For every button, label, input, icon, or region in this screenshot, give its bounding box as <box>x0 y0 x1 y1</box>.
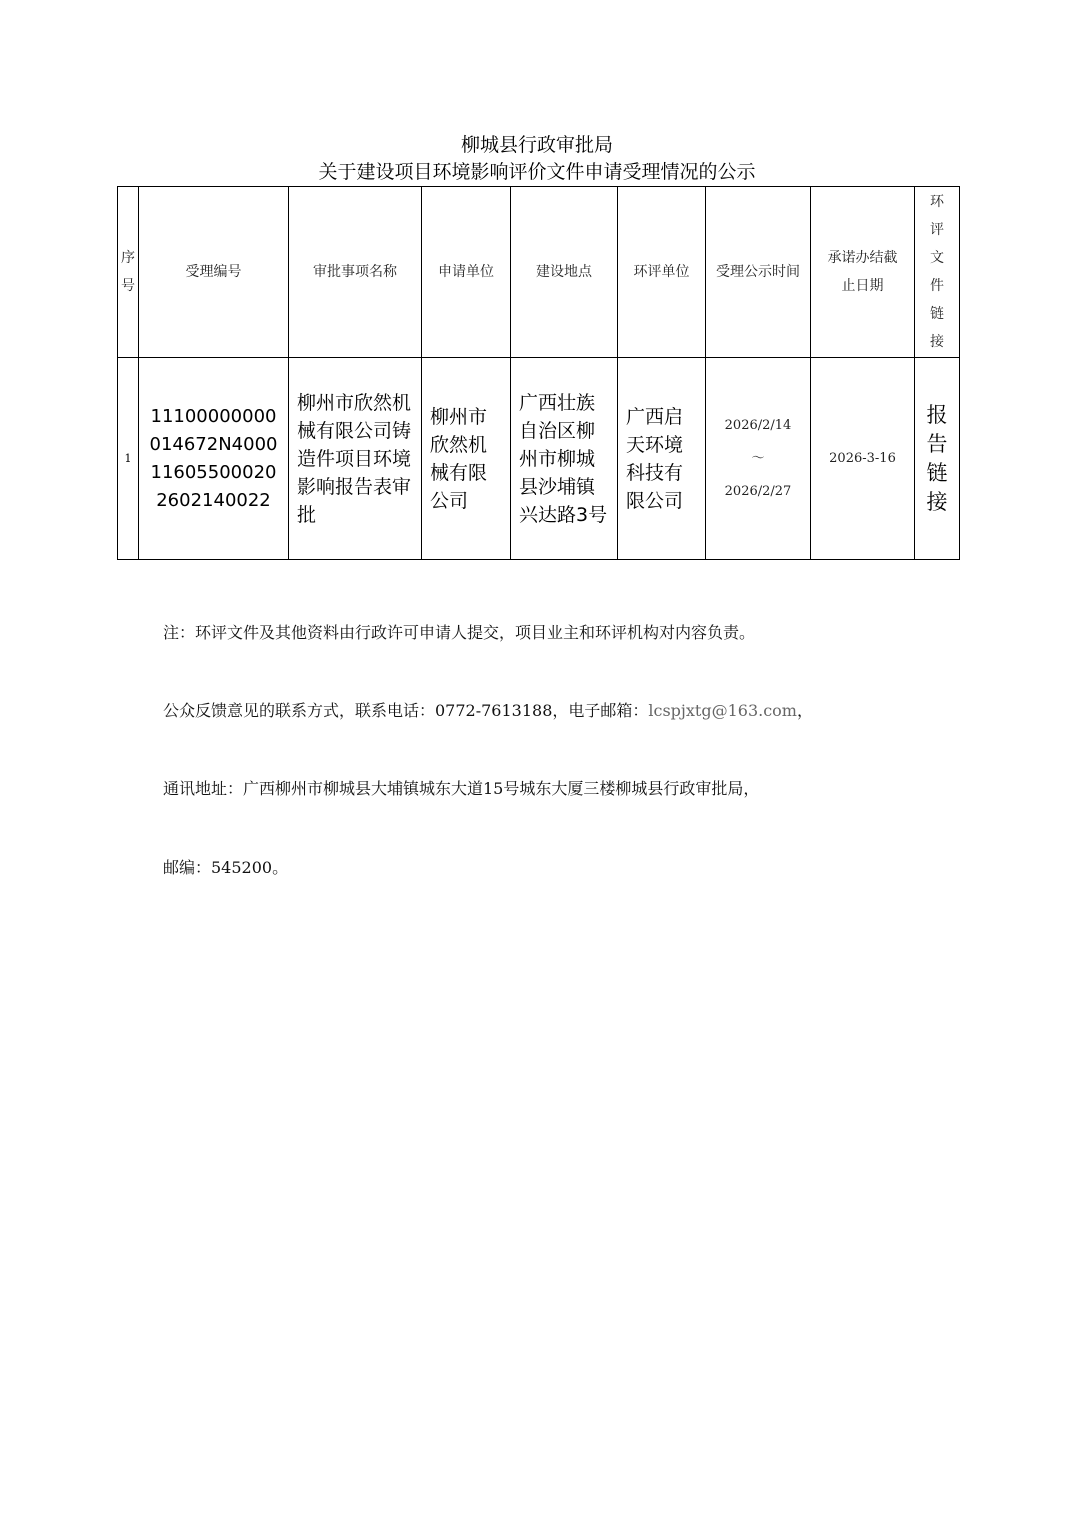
cell-seq: 1 <box>118 358 139 560</box>
contact-suffix: ， <box>796 701 813 720</box>
note-address: 通讯地址：广西柳州市柳城县大埔镇城东大道15号城东大厦三楼柳城县行政审批局， <box>163 779 760 798</box>
header-seq: 序号 <box>118 187 139 358</box>
note-postcode: 邮编：545200。 <box>163 858 289 877</box>
cell-location: 广西壮族自治区柳州市柳城县沙埔镇兴达路3号 <box>511 358 618 560</box>
header-deadline: 承诺办结截止日期 <box>811 187 915 358</box>
header-publicity-time: 受理公示时间 <box>706 187 811 358</box>
header-link: 环评文件链接 <box>915 187 960 358</box>
publicity-end: 2026/2/27 <box>724 484 792 500</box>
cell-applicant: 柳州市欣然机械有限公司 <box>422 358 511 560</box>
cell-item-name: 柳州市欣然机械有限公司铸造件项目环境影响报告表审批 <box>289 358 422 560</box>
contact-text: 公众反馈意见的联系方式，联系电话：0772-7613188，电子邮箱： <box>163 701 649 720</box>
page-subtitle: 关于建设项目环境影响评价文件申请受理情况的公示 <box>318 161 756 183</box>
cell-publicity-time <box>706 358 811 560</box>
header-acceptance-no: 受理编号 <box>139 187 289 358</box>
header-eia-unit: 环评单位 <box>618 187 706 358</box>
acceptance-table <box>117 186 960 560</box>
table-header-row <box>118 187 960 358</box>
cell-acceptance-no: 11100000000014672N400011605500020 2602140022 <box>139 358 289 560</box>
note-disclaimer: 注：环评文件及其他资料由行政许可申请人提交，项目业主和环评机构对内容负责。 <box>163 623 756 642</box>
cell-deadline: 2026-3-16 <box>811 358 915 560</box>
email-link[interactable]: lcspjxtg@163.com <box>648 701 797 720</box>
page-title: 柳城县行政审批局 <box>460 134 613 156</box>
header-applicant: 申请单位 <box>422 187 511 358</box>
cell-eia-unit: 广西启天环境科技有限公司 <box>618 358 706 560</box>
note-contact <box>163 698 813 721</box>
header-item-name: 审批事项名称 <box>289 187 422 358</box>
publicity-separator: ～ <box>751 451 765 467</box>
header-location: 建设地点 <box>511 187 618 358</box>
table-row <box>118 358 960 560</box>
report-link[interactable]: 报告链接 <box>915 358 960 560</box>
publicity-start: 2026/2/14 <box>724 418 792 434</box>
